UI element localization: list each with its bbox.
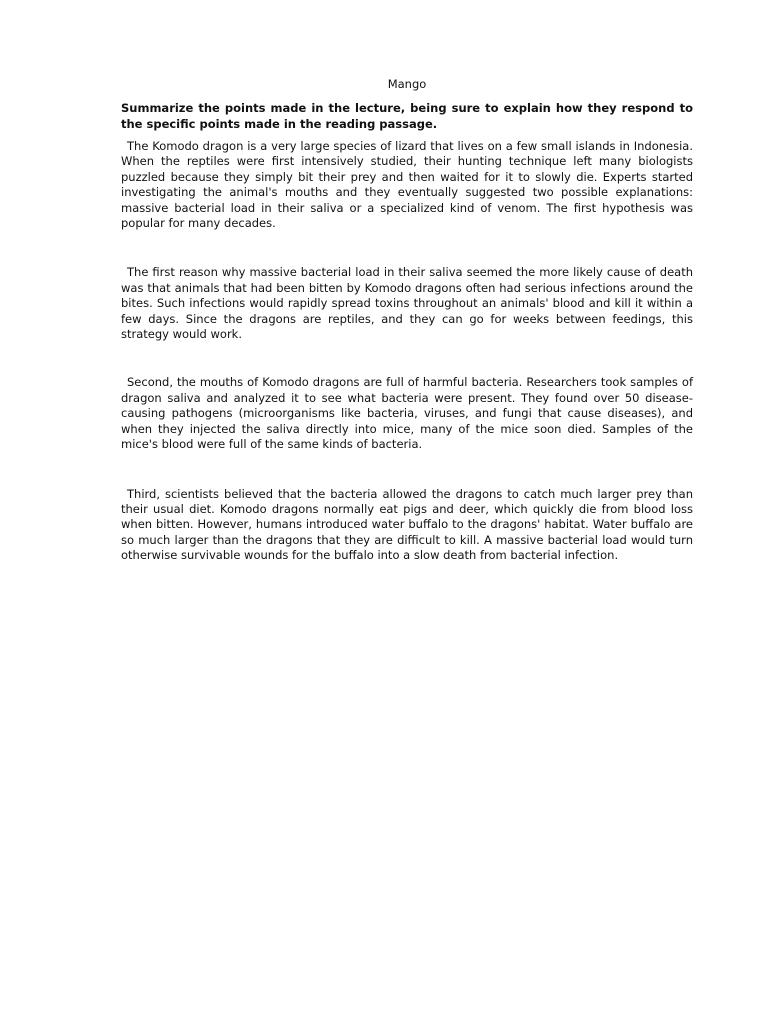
reading-paragraph-intro: The Komodo dragon is a very large species of lizard that lives on a few small islands in Indonesia. When the reptiles were first intensively studied, their hunting technique left many biologists puzzled because they simply bit their prey and then waited for it to slowly die. Experts started investigating the animal's mouths and they eventually suggested two possible explanations: massive bacterial load in their saliva or a specialized kind of venom. The first hypothesis was popular for many decades. [121,139,693,231]
reading-paragraph-third-reason: Third, scientists believed that the bacteria allowed the dragons to catch much larger prey than their usual diet. Komodo dragons normally eat pigs and deer, which quickly die from blood loss when bitten. However, humans introduced water buffalo to the dragons' habitat. Water buffalo are so much larger than the dragons that they are difficult to kill. A massive bacterial load would turn otherwise survivable wounds for the buffalo into a slow death from bacterial infection. [121,486,693,563]
reading-paragraph-second-reason: Second, the mouths of Komodo dragons are full of harmful bacteria. Researchers took samples of dragon saliva and analyzed it to see what bacteria were present. They found over 50 disease-causing pathogens (microorganisms like bacteria, viruses, and fungi that cause diseases), and when they injected the saliva directly into mice, many of the mice soon died. Samples of the mice's blood were full of the same kinds of bacteria. [121,375,693,452]
document-page [121,76,693,564]
essay-prompt: Summarize the points made in the lecture, being sure to explain how they respond to the specific points made in the reading passage. [121,101,693,131]
document-title: Mango [387,77,427,91]
reading-paragraph-first-reason: The first reason why massive bacterial load in their saliva seemed the more likely cause of death was that animals that had been bitten by Komodo dragons often had serious infections around the bites. Such infections would rapidly spread toxins throughout an animals' blood and kill it within a few days. Since the dragons are reptiles, and they can go for weeks between feedings, this strategy would work. [121,265,693,342]
